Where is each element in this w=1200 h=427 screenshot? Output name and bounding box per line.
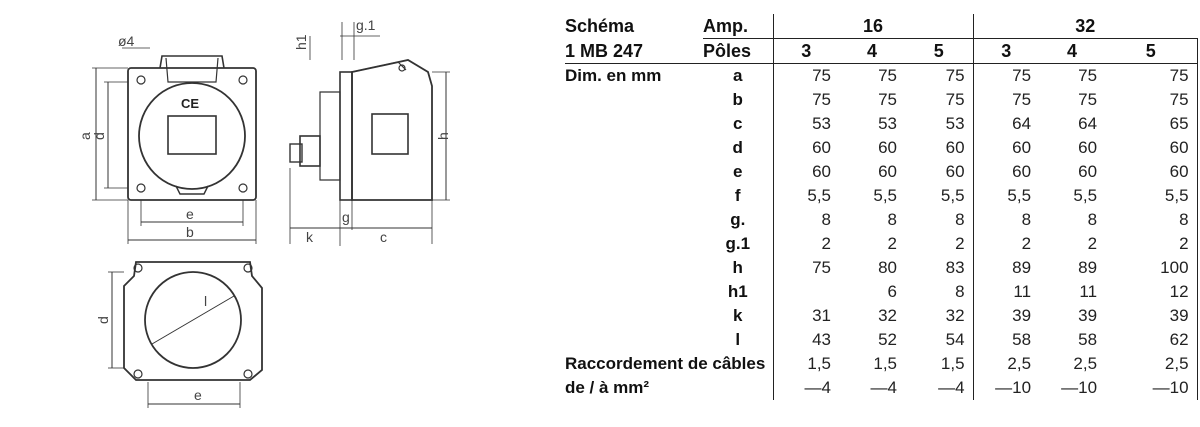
dimension-value: 75: [773, 64, 839, 89]
dimension-value: 11: [973, 280, 1039, 304]
dimension-value: 5,5: [773, 184, 839, 208]
pole-header: 4: [839, 39, 905, 64]
dimension-value: 60: [878, 138, 897, 157]
amp-label: Amp.: [703, 14, 773, 39]
dimension-value: 32: [945, 306, 965, 325]
dim-category-label: [565, 136, 703, 160]
cable-value: 2,5: [973, 352, 1039, 376]
dimension-value: 12: [1105, 280, 1197, 304]
dimension-value: 5,5: [940, 186, 965, 205]
dimension-label: a: [733, 66, 743, 85]
poles-label: Pôles: [703, 39, 773, 64]
dimension-value: 75: [973, 88, 1039, 112]
dimension-value: 5,5: [973, 184, 1039, 208]
dimension-value: 60: [773, 160, 839, 184]
side-h-label: h: [435, 132, 451, 140]
cable-value: —4: [938, 378, 965, 397]
dimension-value: 39: [1078, 306, 1098, 325]
dimension-label: f: [734, 186, 741, 205]
amp-group-32: 32: [973, 14, 1197, 39]
dimension-value: 52: [878, 330, 897, 349]
dimension-value: 75: [878, 90, 897, 109]
technical-drawing: [0, 0, 560, 427]
dimension-label: g.: [730, 210, 746, 229]
front-e-label: e: [186, 206, 194, 222]
dimension-value: 2: [887, 234, 897, 253]
cable-value: —4: [773, 376, 839, 400]
dimension-value: 53: [773, 112, 839, 136]
dimension-value: 75: [1105, 88, 1197, 112]
dimension-value: 80: [878, 258, 897, 277]
dimension-value: 60: [1105, 136, 1197, 160]
dimension-value: 8: [955, 210, 965, 229]
dimension-row: [565, 304, 1197, 328]
dimension-label: d: [732, 138, 743, 157]
dimension-row: [565, 64, 1197, 89]
dimension-value: 75: [773, 256, 839, 280]
side-c-label: c: [380, 229, 387, 245]
dimension-value: 54: [945, 330, 965, 349]
dim-category-label: [565, 280, 703, 304]
dimension-label: c: [733, 114, 743, 133]
cable-row-2: [565, 376, 1197, 400]
dimension-value: 8: [973, 208, 1039, 232]
dimension-value: 39: [973, 304, 1039, 328]
dimension-value: 60: [1078, 138, 1098, 157]
schema-label: Schéma: [565, 16, 635, 37]
cable-value: 1,5: [773, 352, 839, 376]
side-view: [290, 22, 450, 246]
cable-value: 2,5: [1073, 354, 1098, 373]
dim-category-label: [565, 160, 703, 184]
dimension-value: 75: [1078, 90, 1098, 109]
dimension-row: [565, 136, 1197, 160]
dimension-value: 83: [945, 258, 965, 277]
dimension-value: 43: [773, 328, 839, 352]
header-row-1: [565, 14, 1197, 39]
dimension-label: h: [732, 258, 743, 277]
pole-header: 5: [905, 39, 973, 64]
cable-value: —10: [973, 376, 1039, 400]
dimension-value: 5,5: [1073, 186, 1098, 205]
cable-label-1: Raccordement de câbles: [565, 354, 766, 373]
dimension-value: 75: [973, 64, 1039, 89]
dim-category-label: [565, 88, 703, 112]
cable-value: 2,5: [1105, 352, 1197, 376]
dimension-value: 64: [1078, 114, 1098, 133]
dimension-value: 8: [955, 282, 965, 301]
dimension-value: 75: [945, 66, 965, 85]
dimension-label: e: [733, 162, 743, 181]
pole-header: 4: [1039, 39, 1105, 64]
dimension-value: 65: [1105, 112, 1197, 136]
rear-d-label: d: [95, 316, 111, 324]
dimension-value: 8: [1087, 210, 1098, 229]
dimension-value: 53: [878, 114, 897, 133]
dim-category-label: [565, 304, 703, 328]
dimension-value: 2: [955, 234, 965, 253]
dimension-value: 11: [1079, 282, 1098, 301]
cable-value: 1,5: [873, 354, 897, 373]
ce-mark: CE: [181, 96, 200, 111]
cable-value: —4: [870, 378, 897, 397]
dimension-value: 60: [945, 138, 965, 157]
cable-value: —10: [1061, 378, 1098, 397]
dimension-value: 39: [1105, 304, 1197, 328]
dimension-value: 60: [878, 162, 897, 181]
side-h1-label: h1: [293, 34, 309, 50]
front-view: [92, 48, 256, 244]
dimension-value: 75: [945, 90, 965, 109]
dimension-value: 5,5: [873, 186, 897, 205]
dimension-label: k: [733, 306, 743, 325]
dimension-label: b: [732, 90, 743, 109]
dimension-row: [565, 232, 1197, 256]
model-label: 1 MB 247: [565, 39, 703, 64]
rear-e-label: e: [194, 387, 202, 403]
pole-header: 3: [773, 39, 839, 64]
cable-label-2: de / à mm²: [565, 378, 650, 397]
pole-header: 5: [1105, 39, 1197, 64]
dimension-value: 8: [773, 208, 839, 232]
dim-category-label: [565, 112, 703, 136]
dimension-value: 31: [773, 304, 839, 328]
cable-value: 1,5: [940, 354, 965, 373]
cable-row-1: [565, 352, 1197, 376]
dimension-row: [565, 160, 1197, 184]
dimension-row: [565, 112, 1197, 136]
dimension-value: 60: [1078, 162, 1098, 181]
front-phi-label: ø4: [118, 33, 135, 49]
dimension-value: 64: [973, 112, 1039, 136]
dimension-label: h1: [727, 282, 748, 301]
dimension-row: [565, 208, 1197, 232]
dimension-value: 75: [773, 88, 839, 112]
dimension-value: 2: [973, 232, 1039, 256]
dimension-value: [773, 280, 839, 304]
dimension-value: 2: [1087, 234, 1098, 253]
dim-category-label: [565, 208, 703, 232]
dimension-value: 58: [973, 328, 1039, 352]
dimension-value: 60: [945, 162, 965, 181]
dimension-row: [565, 184, 1197, 208]
dimension-value: 5,5: [1105, 184, 1197, 208]
dimension-row: [565, 256, 1197, 280]
dimension-value: 60: [973, 160, 1039, 184]
dimension-label: g.1: [725, 234, 751, 253]
dimension-row: [565, 88, 1197, 112]
dimension-label: l: [735, 330, 741, 349]
front-a-label: a: [77, 132, 93, 140]
side-k-label: k: [306, 229, 313, 245]
front-b-label: b: [186, 224, 194, 240]
side-g1-label: g.1: [356, 17, 376, 33]
dimension-value: 75: [1078, 66, 1098, 85]
dim-category-label: [565, 328, 703, 352]
dimension-value: 58: [1078, 330, 1098, 349]
dimension-value: 2: [773, 232, 839, 256]
dim-category-label: [565, 232, 703, 256]
rear-view: [108, 262, 262, 408]
dimension-value: 75: [878, 66, 897, 85]
dimension-value: 8: [1105, 208, 1197, 232]
dimension-value: 60: [773, 136, 839, 160]
dimension-value: 60: [1105, 160, 1197, 184]
cable-value: —10: [1105, 376, 1197, 400]
amp-group-16: 16: [773, 14, 973, 39]
dim-category-label: [565, 256, 703, 280]
dimension-row: [565, 280, 1197, 304]
header-row-2: [565, 39, 1197, 64]
spec-table: [565, 14, 1198, 400]
dimension-value: 89: [1078, 258, 1098, 277]
dimension-row: [565, 328, 1197, 352]
rear-l-label: l: [204, 293, 208, 309]
dimension-value: 32: [878, 306, 897, 325]
dimension-value: 75: [1105, 64, 1197, 89]
dim-category-label: [565, 184, 703, 208]
dimension-value: 89: [973, 256, 1039, 280]
dim-category-label: Dim. en mm: [565, 66, 662, 85]
dimension-value: 62: [1105, 328, 1197, 352]
side-g-label: g: [342, 209, 350, 225]
pole-header: 3: [973, 39, 1039, 64]
dimension-value: 2: [1105, 232, 1197, 256]
dimension-value: 8: [887, 210, 897, 229]
front-d-label: d: [91, 132, 107, 140]
dimension-value: 60: [973, 136, 1039, 160]
dimension-value: 53: [945, 114, 965, 133]
dimension-value: 6: [887, 282, 897, 301]
dimension-value: 100: [1105, 256, 1197, 280]
